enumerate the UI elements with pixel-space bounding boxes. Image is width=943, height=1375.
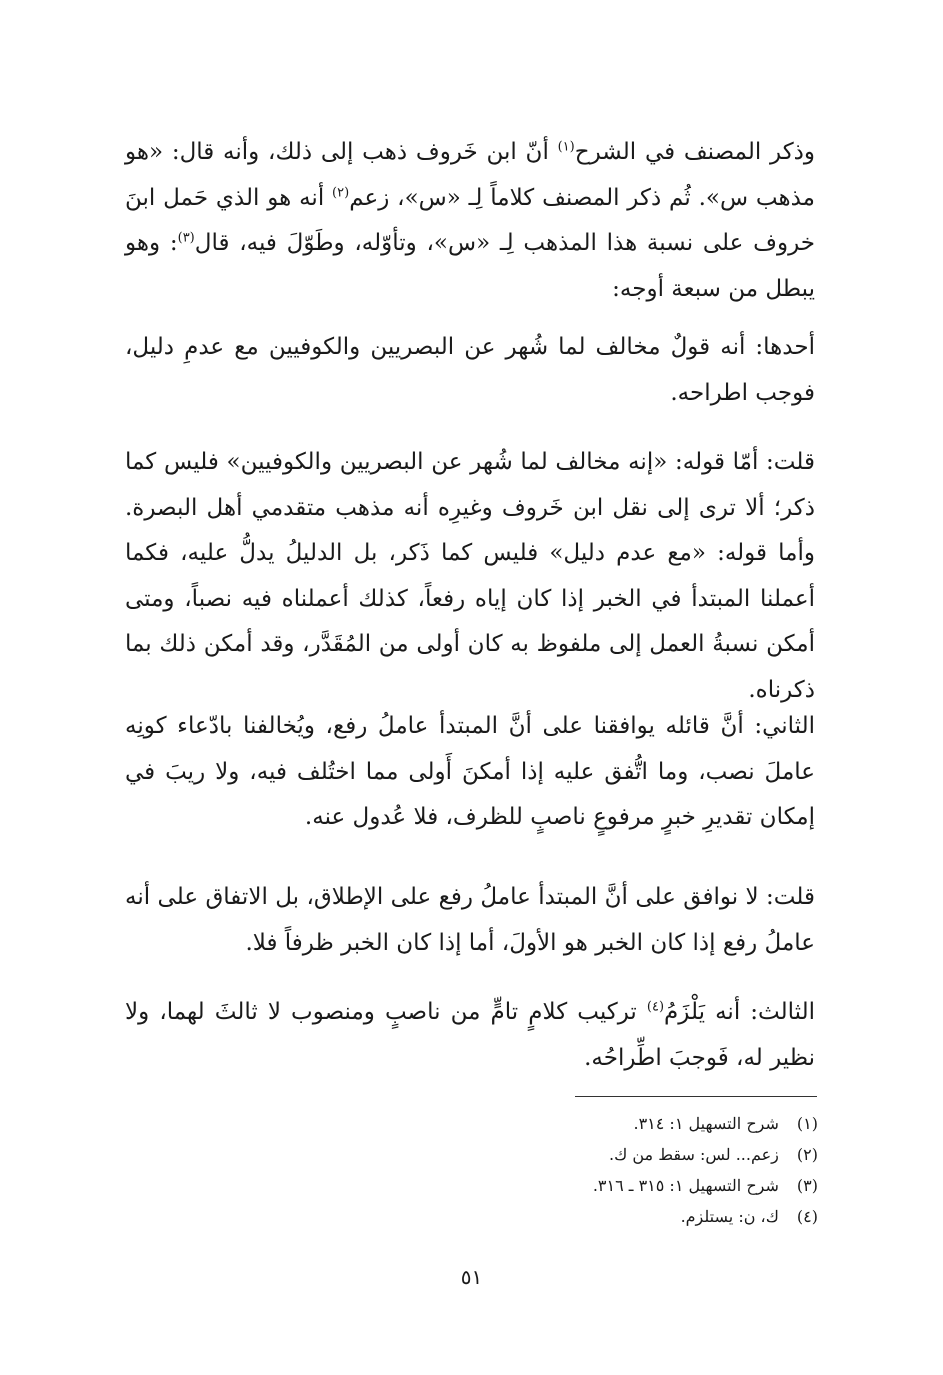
footnote-text: ك، ن: يستلزم. (680, 1207, 779, 1226)
footnote-number: (٤) (796, 1207, 818, 1226)
footnote-text: شرح التسهيل ١: ٣١٤. (633, 1114, 779, 1133)
footnote-number: (٢) (796, 1145, 818, 1164)
footnote-ref-1[interactable]: (١) (557, 139, 575, 155)
paragraph-second-point: الثاني: أنَّ قائله يوافقنا على أنَّ المبتدأ عاملُ رفع، ويُخالفنا بادّعاء كونِه عاملَ نصب، وما اتُّفق عليه إذا أمكنَ أَولى مما اختُلف فيه، ولا ريبَ في إمكان تقديرِ خبرٍ مرفوعٍ ناصبٍ للظرف، فلا عُدول عنه. (125, 713, 815, 830)
footnote-item (300, 1108, 818, 1139)
paragraph-intro (125, 130, 815, 312)
page-number: ٥١ (460, 1265, 483, 1289)
footnotes-list (300, 1108, 818, 1232)
footnote-ref-2[interactable]: (٢) (332, 184, 350, 200)
paragraph-third-point-part-1: الثالث: أنه يَلْزَمُ (664, 999, 815, 1025)
footnote-item (300, 1139, 818, 1170)
paragraph-third-point (125, 990, 815, 1081)
paragraph-third-point-part-2: تركيب كلامٍ تامٍّ من ناصبٍ ومنصوب لا ثالثَ لهما، ولا نظير له، فَوجبَ اطِّراحُه. (125, 999, 815, 1071)
footnote-ref-3[interactable]: (٣) (177, 230, 195, 246)
paragraph-second-reply: قلت: لا نوافق على أنَّ المبتدأ عاملُ رفع على الإطلاق، بل الاتفاق على أنه عاملُ رفع إذا كان الخبر هو الأولَ، أما إذا كان الخبر ظرفاً فلا. (125, 884, 815, 956)
footnote-item (300, 1201, 818, 1232)
footnote-text: زعم... لس: سقط من ك. (609, 1145, 779, 1164)
paragraph-intro-part-2: أنّ ابن خَروف ذهب إلى ذلك، وأنه قال: «هو مذهب س». ثُم ذكر المصنف كلاماً لِـ «س»، زعم (125, 139, 815, 211)
footnote-text: شرح التسهيل ١: ٣١٥ ـ ٣١٦. (592, 1176, 779, 1195)
paragraph-intro-part-4: : وهو يبطل من سبعة أوجه: (125, 230, 815, 302)
footnote-divider (575, 1096, 817, 1097)
paragraph-intro-part-3: أنه هو الذي حَمل ابنَ خروف على نسبة هذا المذهب لِـ «س»، وتأوّله، وطَوّلَ فيه، قال (125, 184, 815, 256)
paragraph-first-reply: قلت: أمّا قوله: «إنه مخالف لما شُهر عن البصريين والكوفيين» فليس كما ذكر؛ ألا ترى إلى نقل ابن خَروف وغيرِه أنه مذهب متقدمي أهل البصرة. وأما قوله: «مع عدم دليل» فليس كما ذَكر، بل الدليلُ يدلُّ عليه، فكما أعملنا المبتدأ في الخبر إذا كان إياه رفعاً، كذلك أعملناه فيه نصباً، ومتى أمكن نسبةُ العمل إلى ملفوظ به كان أولى من المُقَدَّر، وقد أمكن ذلك بما ذكرناه. (125, 449, 815, 703)
footnote-ref-4[interactable]: (٤) (646, 999, 665, 1015)
paragraph-intro-part-1: وذكر المصنف في الشرح (574, 139, 815, 165)
footnote-number: (٣) (796, 1176, 818, 1195)
footnote-item (300, 1170, 818, 1201)
paragraph-first-point: أحدها: أنه قولٌ مخالف لما شُهر عن البصريين والكوفيين مع عدمِ دليل، فوجب اطراحه. (125, 334, 815, 406)
footnote-number: (١) (796, 1114, 818, 1133)
